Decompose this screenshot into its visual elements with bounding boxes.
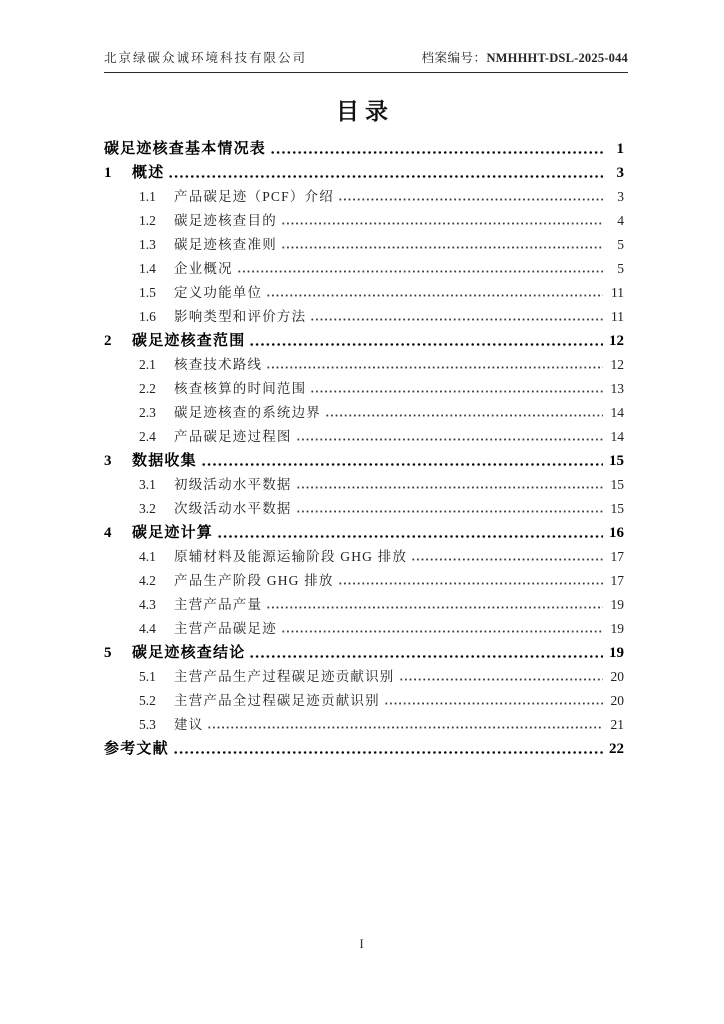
toc-entry-label: 主营产品产量 — [174, 597, 263, 612]
toc-entry-number: 3.2 — [139, 501, 156, 516]
dot-leader — [411, 545, 603, 569]
toc-entry[interactable] — [104, 497, 624, 521]
toc-entry[interactable] — [104, 569, 624, 593]
toc-entry-label: 碳足迹核查目的 — [174, 213, 277, 228]
toc-entry-number: 2.2 — [139, 381, 156, 396]
dot-leader — [270, 137, 603, 161]
toc-entry-page: 13 — [610, 381, 624, 396]
toc-entry-label: 概述 — [132, 165, 165, 181]
toc-entry[interactable] — [104, 257, 624, 281]
archive-number — [421, 48, 628, 66]
toc-entry[interactable] — [104, 233, 624, 257]
toc-entry[interactable] — [104, 329, 624, 353]
dot-leader — [338, 569, 603, 593]
toc-entry-label: 初级活动水平数据 — [174, 477, 292, 492]
dot-leader — [296, 473, 603, 497]
toc-entry-page: 14 — [610, 429, 624, 444]
dot-leader — [249, 329, 603, 353]
toc-entry-label: 产品碳足迹过程图 — [174, 429, 292, 444]
toc-entry-number: 2.4 — [139, 429, 156, 444]
toc-entry-page: 5 — [617, 261, 624, 276]
archive-number-value: NMHHHT-DSL-2025-044 — [486, 51, 628, 65]
toc-entry[interactable] — [104, 521, 624, 545]
dot-leader — [168, 161, 603, 185]
toc-entry-number: 5.1 — [139, 669, 156, 684]
toc-entry[interactable] — [104, 473, 624, 497]
toc-entry-label: 核查技术路线 — [174, 357, 263, 372]
toc-entry-label: 数据收集 — [132, 453, 197, 469]
toc-entry-number: 1.2 — [139, 213, 156, 228]
toc-entry-label: 核查核算的时间范围 — [174, 381, 307, 396]
dot-leader — [266, 353, 603, 377]
dot-leader — [384, 689, 603, 713]
toc-entry-number: 1 — [104, 165, 112, 181]
toc-entry[interactable] — [104, 281, 624, 305]
dot-leader — [310, 305, 603, 329]
toc-entry[interactable] — [104, 713, 624, 737]
toc-entry-label: 原辅材料及能源运输阶段 GHG 排放 — [174, 549, 408, 564]
toc-entry[interactable] — [104, 137, 624, 161]
toc-entry-page: 15 — [609, 453, 624, 469]
page-footer — [0, 936, 724, 952]
dot-leader — [266, 281, 603, 305]
toc-entry-page: 19 — [609, 645, 624, 661]
toc-entry-label: 企业概况 — [174, 261, 233, 276]
toc-entry[interactable] — [104, 425, 624, 449]
table-of-contents — [104, 137, 624, 761]
toc-entry-page: 12 — [609, 333, 624, 349]
company-name: 北京绿碳众诚环境科技有限公司 — [104, 51, 308, 65]
toc-entry-page: 20 — [610, 693, 624, 708]
dot-leader — [201, 449, 603, 473]
toc-entry-label: 主营产品全过程碳足迹贡献识别 — [174, 693, 380, 708]
toc-title: 目录 — [336, 99, 394, 124]
dot-leader — [296, 425, 603, 449]
toc-entry-page: 15 — [610, 477, 624, 492]
toc-entry-number: 2.1 — [139, 357, 156, 372]
toc-entry-page: 16 — [609, 525, 624, 541]
toc-entry-label: 碳足迹核查准则 — [174, 237, 277, 252]
toc-entry-number: 4.2 — [139, 573, 156, 588]
toc-entry-number: 5 — [104, 645, 112, 661]
toc-entry[interactable] — [104, 209, 624, 233]
toc-entry-number: 4.3 — [139, 597, 156, 612]
toc-entry[interactable] — [104, 401, 624, 425]
toc-entry-page: 17 — [610, 573, 624, 588]
toc-entry-label: 主营产品生产过程碳足迹贡献识别 — [174, 669, 395, 684]
dot-leader — [207, 713, 603, 737]
toc-entry-page: 19 — [610, 597, 624, 612]
toc-entry-label: 碳足迹计算 — [132, 525, 214, 541]
dot-leader — [249, 641, 603, 665]
toc-entry-number: 2 — [104, 333, 112, 349]
toc-entry[interactable] — [104, 305, 624, 329]
dot-leader — [399, 665, 604, 689]
toc-entry-page: 3 — [616, 165, 624, 181]
toc-entry-label: 产品生产阶段 GHG 排放 — [174, 573, 334, 588]
toc-entry-page: 22 — [609, 741, 624, 757]
dot-leader — [310, 377, 603, 401]
toc-entry[interactable] — [104, 665, 624, 689]
toc-entry[interactable] — [104, 161, 624, 185]
toc-entry-number: 1.6 — [139, 309, 156, 324]
toc-entry-page: 14 — [610, 405, 624, 420]
toc-entry-page: 3 — [617, 189, 624, 204]
toc-entry[interactable] — [104, 617, 624, 641]
toc-entry-page: 17 — [610, 549, 624, 564]
dot-leader — [281, 617, 603, 641]
toc-entry-label: 碳足迹核查基本情况表 — [104, 141, 267, 157]
toc-entry-label: 碳足迹核查结论 — [132, 645, 246, 661]
toc-entry-label: 参考文献 — [104, 741, 169, 757]
toc-entry-number: 1.4 — [139, 261, 156, 276]
dot-leader — [173, 737, 603, 761]
toc-entry[interactable] — [104, 737, 624, 761]
page-header — [104, 48, 628, 73]
toc-entry-number: 4 — [104, 525, 112, 541]
archive-number-label: 档案编号： — [421, 51, 487, 65]
dot-leader — [281, 233, 603, 257]
toc-entry-page: 11 — [611, 309, 624, 324]
toc-entry-page: 21 — [610, 717, 624, 732]
dot-leader — [281, 209, 603, 233]
toc-entry-label: 主营产品碳足迹 — [174, 621, 277, 636]
toc-entry[interactable] — [104, 641, 624, 665]
toc-entry-label: 碳足迹核查范围 — [132, 333, 246, 349]
toc-entry-number: 1.3 — [139, 237, 156, 252]
toc-entry-label: 碳足迹核查的系统边界 — [174, 405, 321, 420]
toc-entry-label: 次级活动水平数据 — [174, 501, 292, 516]
toc-entry-number: 1.5 — [139, 285, 156, 300]
toc-entry-number: 3 — [104, 453, 112, 469]
toc-entry-number: 5.2 — [139, 693, 156, 708]
toc-entry-page: 19 — [610, 621, 624, 636]
toc-entry[interactable] — [104, 353, 624, 377]
toc-entry[interactable] — [104, 377, 624, 401]
toc-entry-page: 5 — [617, 237, 624, 252]
toc-entry-page: 11 — [611, 285, 624, 300]
toc-entry-page: 4 — [617, 213, 624, 228]
dot-leader — [217, 521, 603, 545]
toc-entry-page: 20 — [610, 669, 624, 684]
dot-leader — [237, 257, 603, 281]
toc-entry[interactable] — [104, 449, 624, 473]
toc-entry-page: 1 — [616, 141, 624, 157]
dot-leader — [325, 401, 603, 425]
toc-entry-page: 15 — [610, 501, 624, 516]
toc-entry[interactable] — [104, 185, 624, 209]
toc-entry-number: 2.3 — [139, 405, 156, 420]
toc-entry-label: 影响类型和评价方法 — [174, 309, 307, 324]
toc-entry-number: 5.3 — [139, 717, 156, 732]
toc-entry-label: 建议 — [174, 717, 204, 732]
toc-entry-number: 4.1 — [139, 549, 156, 564]
toc-entry[interactable] — [104, 545, 624, 569]
page-number: I — [359, 936, 365, 951]
toc-entry-label: 产品碳足迹（PCF）介绍 — [174, 189, 334, 204]
dot-leader — [266, 593, 603, 617]
toc-entry[interactable] — [104, 593, 624, 617]
toc-entry-page: 12 — [610, 357, 624, 372]
dot-leader — [338, 185, 603, 209]
toc-entry-number: 3.1 — [139, 477, 156, 492]
dot-leader — [296, 497, 603, 521]
toc-entry-label: 定义功能单位 — [174, 285, 263, 300]
toc-entry-number: 4.4 — [139, 621, 156, 636]
toc-entry[interactable] — [104, 689, 624, 713]
toc-entry-number: 1.1 — [139, 189, 156, 204]
